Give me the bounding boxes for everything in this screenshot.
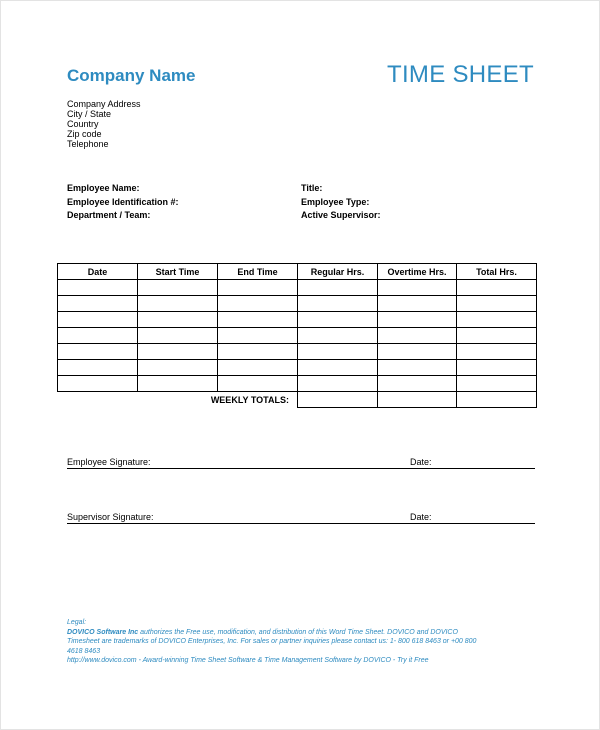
employee-info-left <box>67 182 179 223</box>
column-header-end-time: End Time <box>218 264 298 280</box>
table-cell[interactable] <box>138 280 218 296</box>
employee-info-right <box>301 182 381 223</box>
table-row <box>58 360 537 376</box>
table-cell[interactable] <box>378 344 457 360</box>
table-cell[interactable] <box>457 360 537 376</box>
column-header-total-hrs: Total Hrs. <box>457 264 537 280</box>
table-cell[interactable] <box>378 360 457 376</box>
supervisor-signature-line[interactable] <box>67 509 535 524</box>
legal-heading: Legal: <box>67 619 87 626</box>
employee-date-label: Date: <box>410 457 432 467</box>
address-line: Telephone <box>67 139 109 149</box>
table-cell[interactable] <box>298 280 378 296</box>
page-title: TIME SHEET <box>386 61 534 88</box>
table-cell[interactable] <box>378 312 457 328</box>
table-cell[interactable] <box>298 328 378 344</box>
weekly-total-overtime-cell[interactable] <box>378 392 457 408</box>
employee-signature-line[interactable] <box>67 454 535 469</box>
table-cell[interactable] <box>298 296 378 312</box>
title-label: Title: <box>301 183 323 193</box>
table-row <box>58 312 537 328</box>
address-line: Zip code <box>67 129 102 139</box>
legal-line-text: authorizes the Free use, modification, and distribution of this Word Time Sheet. DOVICO and DOVICO <box>138 628 458 636</box>
table-cell[interactable] <box>457 376 537 392</box>
table-cell[interactable] <box>138 328 218 344</box>
table-cell[interactable] <box>378 280 457 296</box>
legal-link-line[interactable]: http://www.dovico.com - Award-winning Time Sheet Software & Time Management Software by DOVICO - Try it Free <box>67 657 429 664</box>
column-header-regular-hrs: Regular Hrs. <box>298 264 378 280</box>
employee-name-label: Employee Name: <box>67 183 140 193</box>
table-cell[interactable] <box>138 312 218 328</box>
table-cell[interactable] <box>218 312 298 328</box>
table-cell[interactable] <box>138 376 218 392</box>
legal-notice <box>67 618 517 666</box>
column-header-start-time: Start Time <box>138 264 218 280</box>
table-cell[interactable] <box>58 344 138 360</box>
table-body <box>58 280 537 408</box>
table-cell[interactable] <box>457 344 537 360</box>
table-cell[interactable] <box>298 312 378 328</box>
timesheet-table <box>57 263 537 408</box>
table-cell[interactable] <box>138 360 218 376</box>
legal-company: DOVICO Software Inc <box>67 628 139 636</box>
table-cell[interactable] <box>58 296 138 312</box>
table-cell[interactable] <box>457 328 537 344</box>
table-cell[interactable] <box>378 296 457 312</box>
legal-line: Timesheet are trademarks of DOVICO Enterprises, Inc. For sales or partner inquiries please contact us: 1- 800 618 8463 or +00 800 <box>67 638 477 645</box>
table-cell[interactable] <box>218 376 298 392</box>
table-cell[interactable] <box>298 360 378 376</box>
table-cell[interactable] <box>457 312 537 328</box>
table-cell[interactable] <box>58 376 138 392</box>
employee-type-label: Employee Type: <box>301 196 370 207</box>
address-line: Company Address <box>67 99 141 109</box>
weekly-totals-label: WEEKLY TOTALS: <box>58 392 298 408</box>
table-row <box>58 344 537 360</box>
company-address-block <box>67 99 141 149</box>
company-name: Company Name <box>67 66 196 85</box>
table-cell[interactable] <box>218 280 298 296</box>
table-cell[interactable] <box>298 376 378 392</box>
table-cell[interactable] <box>298 344 378 360</box>
table-cell[interactable] <box>378 376 457 392</box>
table-cell[interactable] <box>138 344 218 360</box>
employee-id-label: Employee Identification #: <box>67 196 179 207</box>
table-cell[interactable] <box>457 296 537 312</box>
supervisor-date-label: Date: <box>410 512 432 522</box>
table-row <box>58 280 537 296</box>
table-cell[interactable] <box>58 312 138 328</box>
legal-line <box>67 628 517 638</box>
table-cell[interactable] <box>58 328 138 344</box>
table-cell[interactable] <box>457 280 537 296</box>
employee-signature-label: Employee Signature: <box>67 457 151 467</box>
weekly-total-regular-cell[interactable] <box>298 392 378 408</box>
table-row <box>58 376 537 392</box>
table-cell[interactable] <box>58 360 138 376</box>
supervisor-signature-label: Supervisor Signature: <box>67 512 154 522</box>
department-label: Department / Team: <box>67 210 151 220</box>
table-row <box>58 328 537 344</box>
address-line: City / State <box>67 109 112 119</box>
table-cell[interactable] <box>58 280 138 296</box>
weekly-total-total-cell[interactable] <box>457 392 537 408</box>
legal-line: 4618 8463 <box>67 647 101 655</box>
table-row <box>58 296 537 312</box>
table-header-row <box>58 264 537 280</box>
address-line: Country <box>67 119 99 129</box>
table-cell[interactable] <box>218 328 298 344</box>
supervisor-label: Active Supervisor: <box>301 210 381 220</box>
table-cell[interactable] <box>218 360 298 376</box>
column-header-date: Date <box>58 264 138 280</box>
table-cell[interactable] <box>378 328 457 344</box>
table-cell[interactable] <box>218 296 298 312</box>
table-cell[interactable] <box>138 296 218 312</box>
table-cell[interactable] <box>218 344 298 360</box>
column-header-overtime-hrs: Overtime Hrs. <box>378 264 457 280</box>
weekly-totals-row <box>58 392 537 408</box>
